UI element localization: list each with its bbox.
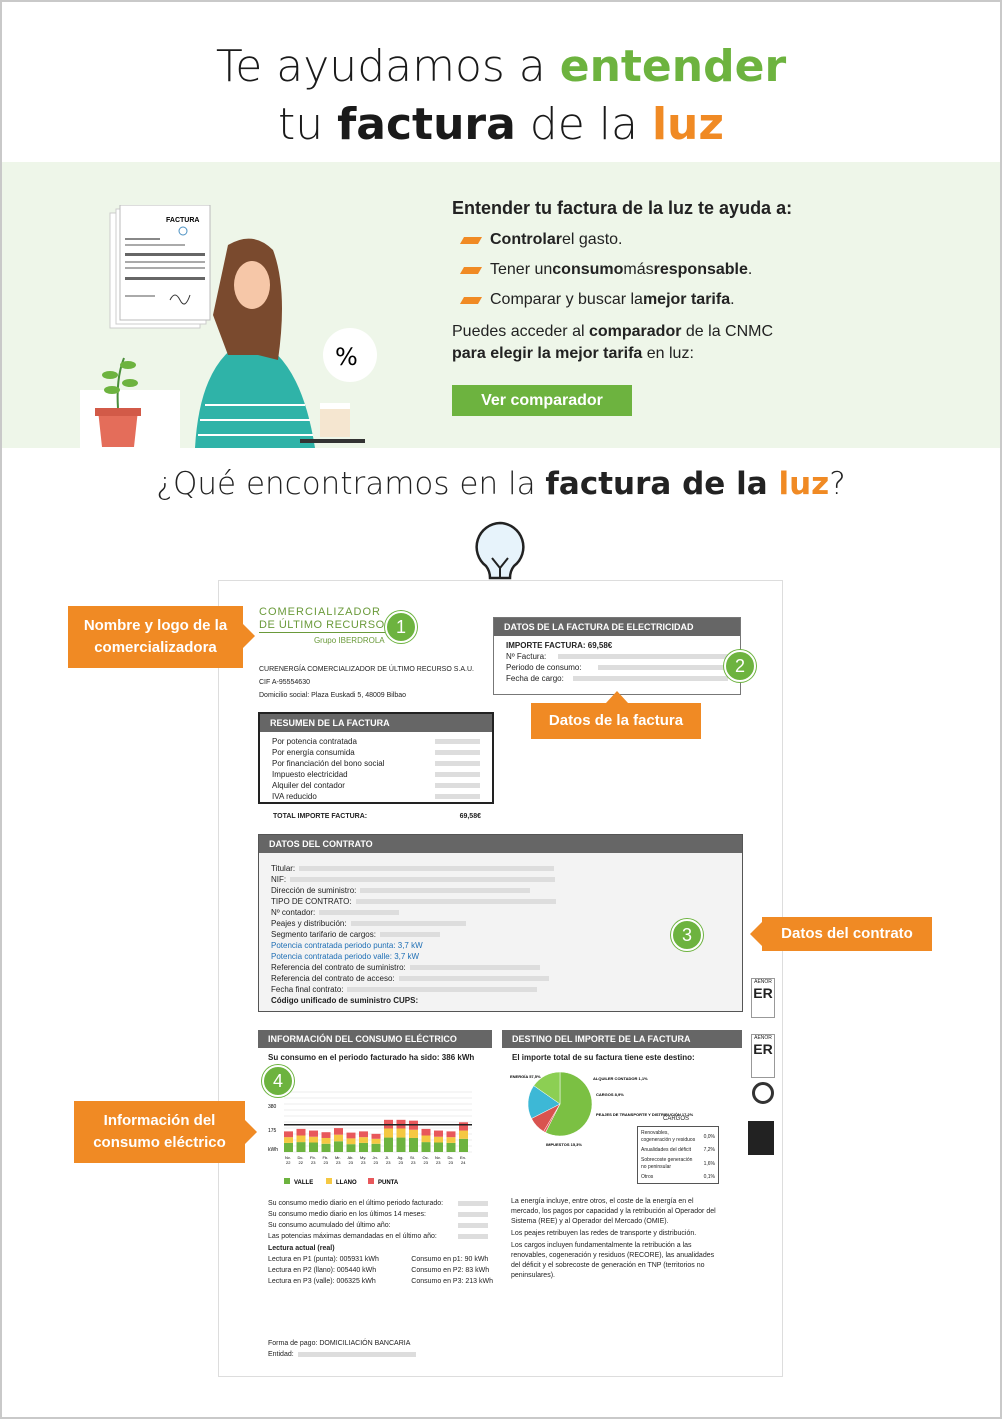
pie-label: PEAJES DE TRANSPORTE Y DISTRIBUCIÓN 17,2%: [596, 1112, 694, 1117]
legend-swatch: [326, 1178, 332, 1184]
year-label: 23: [336, 1160, 341, 1165]
cargos-row: Otros 0,1%: [641, 1174, 715, 1180]
invoice-data-box: DATOS DE LA FACTURA DE ELECTRICIDAD IMPORTE FACTURA: 69,58€ Nº Factura: Periodo de consumo: Fecha de cargo:: [493, 617, 741, 695]
contract-row: Segmento tarifario de cargos:: [271, 929, 730, 940]
bar-punta: [359, 1131, 368, 1137]
svg-text:FACTURA: FACTURA: [166, 217, 200, 224]
month-label: En.: [460, 1155, 467, 1160]
y-tick-label: kWh: [268, 1147, 278, 1153]
month-label: My.: [360, 1155, 367, 1160]
main-title-line1: Te ayudamos a entender: [215, 41, 787, 92]
bar-valle: [459, 1139, 468, 1152]
consumption-row: Consumo en P3: 213 kWh: [411, 1278, 493, 1285]
label-invoice-data: Datos de la factura: [531, 703, 701, 739]
month-label: Nv.: [285, 1155, 291, 1160]
marker-3: 3: [671, 919, 703, 951]
bar-llano: [297, 1136, 306, 1143]
year-label: 24: [461, 1160, 466, 1165]
bar-llano: [309, 1137, 318, 1143]
benefit-item: Controlar el gasto.: [462, 231, 972, 249]
month-label: Dc.: [447, 1155, 454, 1160]
bar-llano: [359, 1137, 368, 1143]
year-label: 23: [423, 1160, 428, 1165]
y-tick-label: 380: [268, 1104, 277, 1110]
reading-row: Lectura en P3 (valle): 006325 kWh: [268, 1278, 376, 1285]
bar-llano: [422, 1136, 431, 1143]
contract-power: Potencia contratada periodo punta: 3,7 kW: [271, 941, 423, 950]
contract-row: Fecha final contrato:: [271, 984, 730, 995]
svg-text:%: %: [335, 343, 358, 371]
average-row: Su consumo acumulado del último año:: [268, 1220, 488, 1231]
pie-label: CARGOS 8,9%: [596, 1092, 624, 1097]
bullet-icon: [460, 267, 482, 274]
aenor-seal: AENOR ER: [751, 1034, 775, 1078]
contract-row: Dirección de suministro:: [271, 885, 730, 896]
year-label: 22: [298, 1160, 303, 1165]
company-info: CURENERGÍA COMERCIALIZADOR DE ÚLTIMO RECURSO S.A.U. CIF A-95554630 Domicilio social: Plaza Euskadi 5, 48009 Bilbao: [259, 666, 474, 699]
iqnet-seal: [748, 1121, 774, 1155]
bar-valle: [434, 1143, 443, 1152]
bar-punta: [459, 1122, 468, 1130]
payment-info: Forma de pago: DOMICILIACIÓN BANCARIA Entidad:: [268, 1338, 416, 1360]
bar-punta: [422, 1129, 431, 1136]
bar-valle: [284, 1143, 293, 1152]
bar-valle: [422, 1142, 431, 1152]
bar-punta: [284, 1131, 293, 1137]
consumption-chart: [262, 1068, 488, 1198]
legend-swatch: [368, 1178, 374, 1184]
bar-llano: [284, 1137, 293, 1143]
month-label: Oc.: [422, 1155, 429, 1160]
bar-punta: [347, 1133, 356, 1139]
bar-punta: [372, 1134, 381, 1139]
bar-valle: [409, 1138, 418, 1152]
bar-llano: [447, 1137, 456, 1143]
summary-box: RESUMEN DE LA FACTURA Por potencia contratada Por energía consumida Por financiación del bono social Impuesto electricidad Alquiler del contador IVA reducido: [258, 712, 494, 804]
consumption-averages: [268, 1198, 488, 1242]
average-row: Su consumo medio diario en el último periodo facturado:: [268, 1198, 488, 1209]
marker-4: 4: [262, 1065, 294, 1097]
company-logo: COMERCIALIZADOR DE ÚLTIMO RECURSO Grupo IBERDROLA: [259, 606, 385, 645]
month-label: Fb.: [310, 1155, 316, 1160]
total-row: TOTAL IMPORTE FACTURA: 69,58€: [273, 813, 481, 820]
year-label: 22: [286, 1160, 291, 1165]
cargos-table: [637, 1126, 719, 1184]
summary-row: Por financiación del bono social: [272, 758, 480, 769]
bar-valle: [309, 1143, 318, 1152]
bar-llano: [322, 1138, 331, 1144]
note-paragraph: Los peajes retribuyen las redes de transporte y distribución.: [511, 1230, 697, 1237]
legend-swatch: [284, 1178, 290, 1184]
bar-valle: [334, 1141, 343, 1152]
aenor-seal: AENOR ER: [751, 978, 775, 1018]
bar-punta: [322, 1132, 331, 1138]
main-title-line2: tu factura de la luz: [278, 99, 724, 150]
bar-valle: [322, 1144, 331, 1152]
cargos-row: Sobrecoste generación no peninsular 1,6%: [641, 1157, 715, 1170]
legend-label: PUNTA: [378, 1180, 399, 1186]
summary-row: Por energía consumida: [272, 747, 480, 758]
marker-2: 2: [724, 650, 756, 682]
year-label: 23: [398, 1160, 403, 1165]
bar-valle: [397, 1138, 406, 1152]
summary-row: Alquiler del contador: [272, 780, 480, 791]
bar-valle: [297, 1142, 306, 1152]
access-text: Puedes acceder al comparador de la CNMC para elegir la mejor tarifa en luz:: [452, 323, 774, 362]
contract-row: Titular:: [271, 863, 730, 874]
benefit-item: Comparar y buscar la mejor tarifa .: [462, 291, 972, 309]
year-label: 23: [348, 1160, 353, 1165]
month-label: Mr.: [335, 1155, 341, 1160]
contract-power: Potencia contratada periodo valle: 3,7 kW: [271, 952, 420, 961]
consumption-row: Consumo en P2: 83 kWh: [411, 1267, 490, 1274]
readings: Lectura actual (real) Lectura en P1 (punta): 005931 kWh Lectura en P2 (llano): 005440 kWh Lectura en P3 (valle): 006325 kWh Consumo en p1: 90 kWh Consumo en P2: 83 kWh Consumo en P3: 213 kWh: [268, 1245, 493, 1285]
bar-punta: [334, 1128, 343, 1135]
marker-1: 1: [385, 611, 417, 643]
year-label: 23: [448, 1160, 453, 1165]
destination-section: DESTINO DEL IMPORTE DE LA FACTURA El importe total de su factura tiene este destino:: [502, 1030, 742, 1067]
average-row: Las potencias máximas demandadas en el último año:: [268, 1231, 488, 1242]
year-label: 23: [361, 1160, 366, 1165]
pie-label: ENERGÍA 57,5%: [510, 1074, 541, 1079]
label-company-name: Nombre y logo de la comercializadora: [68, 606, 243, 668]
cups-row: Código unificado de suministro CUPS:: [271, 996, 419, 1005]
summary-row: IVA reducido: [272, 791, 480, 802]
bar-llano: [409, 1130, 418, 1138]
contract-row: Referencia del contrato de acceso:: [271, 973, 730, 984]
legend-label: VALLE: [294, 1180, 314, 1186]
quality-seal: [752, 1082, 774, 1104]
note-paragraph: Los cargos incluyen fundamentalmente la retribución a las renovables, cogeneración y residuos (RECORE), las anualidades del déficit y el sobrecoste de generación en TNP (territorios no peninsulares).: [511, 1242, 715, 1279]
month-label: Jl.: [385, 1155, 389, 1160]
summary-row: Impuesto electricidad: [272, 769, 480, 780]
contract-box: DATOS DEL CONTRATO Titular: NIF: Dirección de suministro: TIPO DE CONTRATO: Nº contador: Peajes y distribución: Segmento tarifario de cargos: Potencia contratada periodo punta: 3,7 kW Potencia contratada periodo valle: 3,7 kW Referencia del contrato de suministro: Referencia del contrato de acceso: Fecha final contrato: Código unificado de suministro CUPS:: [258, 834, 743, 1012]
bar-valle: [384, 1138, 393, 1152]
reading-row: Lectura en P1 (punta): 005931 kWh: [268, 1256, 379, 1263]
bar-valle: [372, 1144, 381, 1152]
section-question: ¿Qué encontramos en la factura de la luz?: [156, 466, 846, 502]
pie-label: ALQUILER CONTADOR 1,1%: [593, 1076, 648, 1081]
bar-llano: [384, 1128, 393, 1137]
bar-valle: [447, 1143, 456, 1152]
label-contract-data: Datos del contrato: [762, 917, 932, 951]
bar-llano: [347, 1138, 356, 1144]
bar-llano: [372, 1139, 381, 1144]
contract-row: Nº contador:: [271, 907, 730, 918]
month-label: Jn.: [372, 1155, 378, 1160]
year-label: 23: [411, 1160, 416, 1165]
bar-llano: [434, 1137, 443, 1143]
bar-valle: [347, 1144, 356, 1152]
month-label: Ag.: [397, 1155, 404, 1160]
benefits-panel: [452, 198, 972, 365]
bar-valle: [359, 1143, 368, 1152]
benefits-heading: Entender tu factura de la luz te ayuda a:: [452, 198, 793, 218]
consumption-row: Consumo en p1: 90 kWh: [411, 1256, 489, 1263]
bar-punta: [309, 1131, 318, 1137]
contract-row: TIPO DE CONTRATO:: [271, 896, 730, 907]
label-arrow: [245, 1120, 257, 1144]
woman-illustration: [80, 205, 380, 448]
label-arrow: [243, 624, 255, 648]
year-label: 23: [436, 1160, 441, 1165]
contract-row: Referencia del contrato de suministro:: [271, 962, 730, 973]
pie-label: IMPUESTOS 15,3%: [546, 1142, 582, 1147]
destination-notes: [511, 1197, 721, 1283]
month-label: Ab.: [347, 1155, 354, 1160]
bar-llano: [397, 1128, 406, 1137]
year-label: 23: [386, 1160, 391, 1165]
label-arrow: [606, 691, 628, 703]
note-paragraph: La energía incluye, entre otros, el coste de la energía en el mercado, los pagos por capacidad y la retribución al Operador del Sistema (REE) y al Operador del Mercado (OMIE).: [511, 1198, 716, 1225]
contract-row: Peajes y distribución:: [271, 918, 730, 929]
cargos-row: Anualidades del déficit 7,2%: [641, 1147, 715, 1153]
bar-llano: [334, 1135, 343, 1142]
month-label: Dc.: [297, 1155, 304, 1160]
average-row: Su consumo medio diario en los últimos 14 meses:: [268, 1209, 488, 1220]
year-label: 23: [311, 1160, 316, 1165]
bar-punta: [434, 1131, 443, 1137]
legend-label: LLANO: [336, 1180, 357, 1186]
compare-button[interactable]: Ver comparador: [452, 385, 632, 416]
summary-row: Por potencia contratada: [272, 736, 480, 747]
label-consumption-info: Información del consumo eléctrico: [74, 1101, 245, 1163]
month-label: Nv.: [435, 1155, 441, 1160]
cargos-row: Renovables, cogeneración y residuos 0,0%: [641, 1130, 715, 1143]
bullet-icon: [460, 237, 482, 244]
label-arrow: [750, 922, 762, 946]
bullet-icon: [460, 297, 482, 304]
y-tick-label: 175: [268, 1128, 277, 1134]
cargos-heading: CARGOS: [663, 1116, 690, 1122]
reading-row: Lectura en P2 (llano): 005440 kWh: [268, 1267, 377, 1274]
bar-punta: [297, 1129, 306, 1136]
consumption-section: INFORMACIÓN DEL CONSUMO ELÉCTRICO Su consumo en el periodo facturado ha sido: 386 kWh: [258, 1030, 492, 1067]
bar-llano: [459, 1131, 468, 1139]
contract-row: NIF:: [271, 874, 730, 885]
benefit-item: Tener un consumo más responsable .: [462, 261, 972, 279]
year-label: 23: [373, 1160, 378, 1165]
month-label: St.: [410, 1155, 415, 1160]
year-label: 23: [323, 1160, 328, 1165]
month-label: Fb.: [322, 1155, 329, 1160]
bar-punta: [447, 1131, 456, 1137]
